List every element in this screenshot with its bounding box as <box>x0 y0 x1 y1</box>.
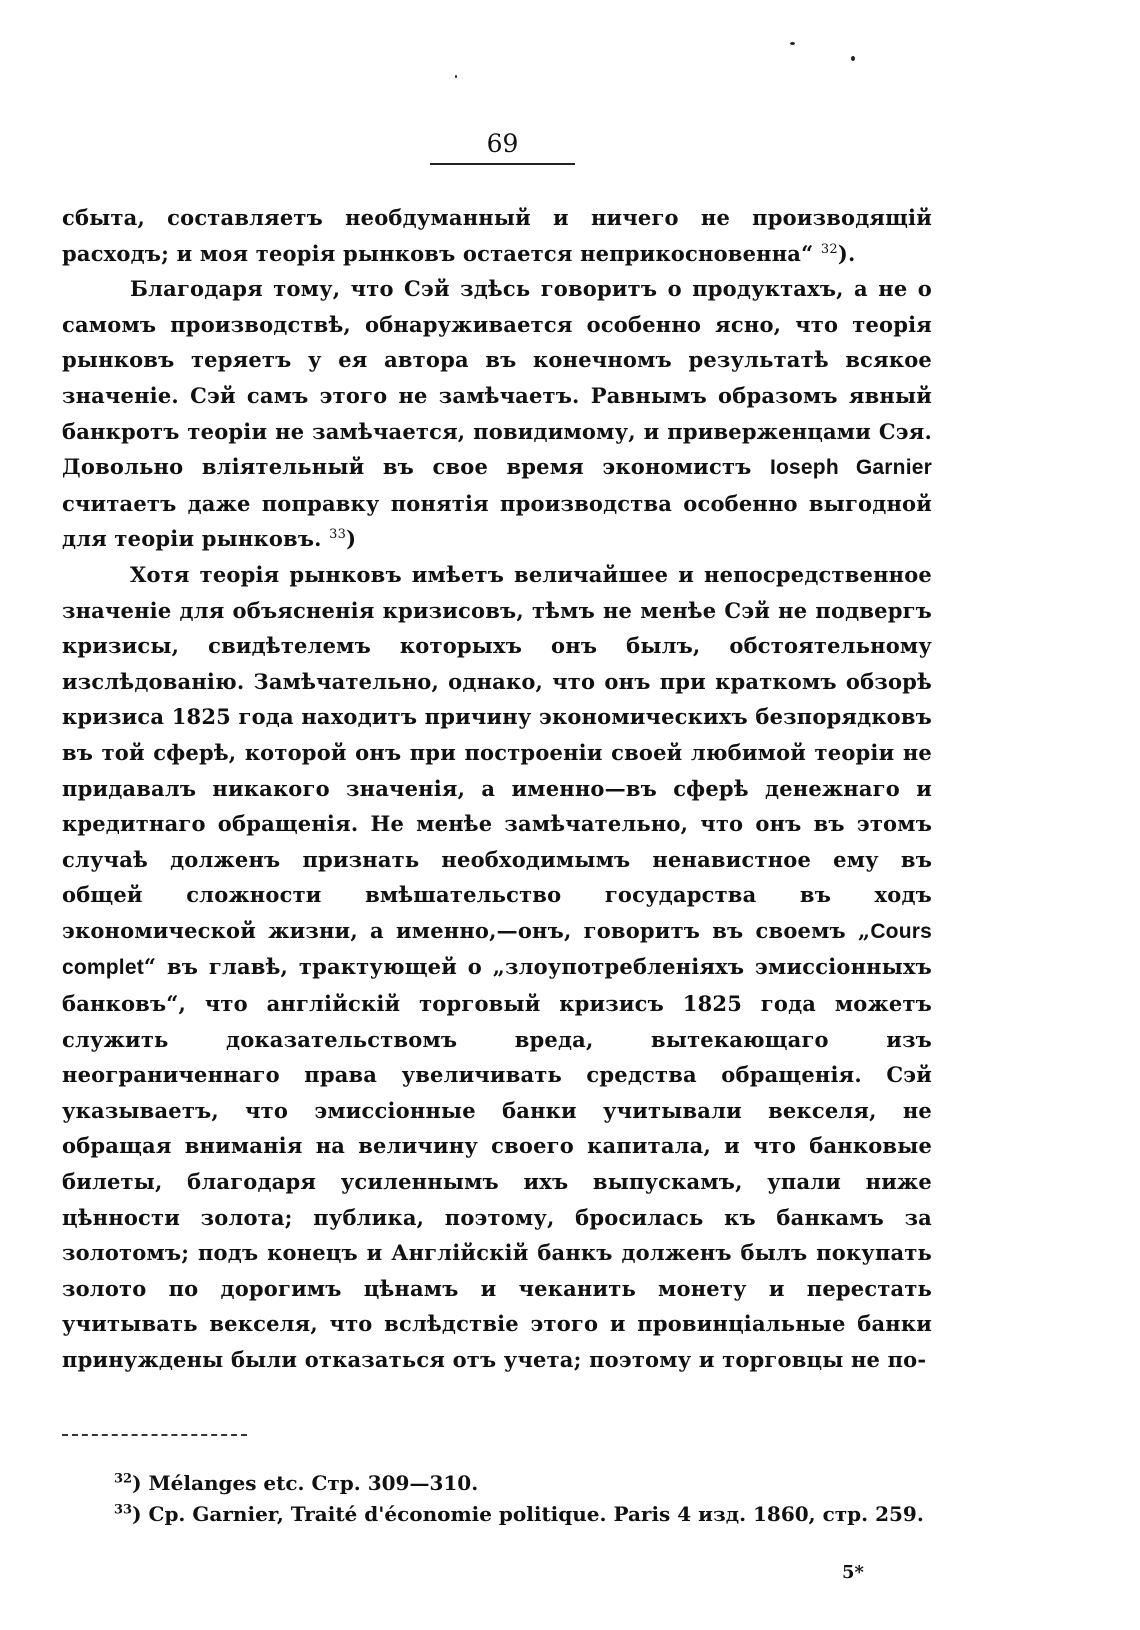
footnote-text: ) Mélanges etc. Стр. 309—310. <box>132 1471 479 1495</box>
footnote-text: ) Cp. Garnier, Traité d'économie politique. Paris 4 изд. 1860, стр. 259. <box>132 1502 924 1526</box>
print-speck <box>790 42 795 45</box>
paragraph-3 <box>62 557 932 1378</box>
footnote-separator <box>62 1434 247 1436</box>
paragraph-2 <box>62 271 932 557</box>
paragraph-1-text: сбыта, составляетъ необдуманный и ничего не производящій расходъ; и моя теорія рынковъ остается неприкосновенна“ <box>62 205 932 266</box>
paragraph-2-end: ) <box>346 526 357 552</box>
paragraph-1 <box>62 200 932 271</box>
print-speck <box>455 75 457 78</box>
page-number-rule <box>430 163 575 165</box>
work-title: Cours complet <box>62 919 932 980</box>
page-number: 69 <box>486 129 519 158</box>
footnote-marker: 32 <box>114 1471 133 1487</box>
print-speck <box>851 56 855 61</box>
footnote-ref-33[interactable]: 33 <box>329 527 347 543</box>
paragraph-3-text-a: Хотя теорія рынковъ имѣетъ величайшее и непосредственное значеніе для объясненія кризисовъ, тѣмъ не менѣе Сэй не подвергъ кризисы, свидѣтелемъ которыхъ онъ былъ, обстоятельному изслѣдованію. Замѣчательно, однако, что онъ при краткомъ обзорѣ кризиса 1825 года находитъ причину экономическихъ безпорядковъ въ той сферѣ, которой онъ при построеніи своей любимой теоріи не придавалъ никакого значенія, а именно—въ сферѣ денежнаго и кредитнаго обращенія. Не менѣе замѣчательно, что онъ въ этомъ случаѣ долженъ признать необходимымъ ненавистное ему въ общей сложности вмѣшательство государства въ ходъ экономической жизни, а именно,—онъ, говоритъ въ своемъ „ <box>62 561 932 943</box>
author-name: Ioseph Garnier <box>769 456 932 480</box>
footnote-32 <box>114 1468 934 1499</box>
paragraph-3-text-b: “ въ главѣ, трактующей о „злоупотребленіяхъ эмиссіонныхъ банковъ“, что англійскій торговый кризисъ 1825 года можетъ служить доказательствомъ вреда, вытекающаго изъ неограниченнаго права увеличивать средства обращенія. Сэй указываетъ, что эмиссіонные банки учитывали векселя, не обращая вниманія на величину своего капитала, и что банковые билеты, благодаря усиленнымъ ихъ выпускамъ, упали ниже цѣнности золота; публика, поэтому, бросилась къ банкамъ за золотомъ; подъ конецъ и Англійскій банкъ долженъ былъ покупать золото по дорогимъ цѣнамъ и чеканить монету и перестать учитывать векселя, что вслѣдствіе этого и провинціальные банки принуждены были отказаться отъ учета; поэтому и торговцы не по- <box>62 954 932 1372</box>
footnote-33 <box>114 1499 934 1530</box>
paragraph-2-text-a: Благодаря тому, что Сэй здѣсь говоритъ о продуктахъ, а не о самомъ производствѣ, обнаруживается особенно ясно, что теорія рынковъ теряетъ у ея автора въ конечномъ результатѣ всякое значеніе. Сэй самъ этого не замѣчаетъ. Равнымъ образомъ явный банкротъ теоріи не замѣчается, повидимому, и приверженцами Сэя. Довольно вліятельный въ свое время экономистъ <box>62 276 932 480</box>
footnote-marker: 33 <box>114 1502 133 1518</box>
footnote-ref-32[interactable]: 32 <box>820 241 838 257</box>
paragraph-2-text-b: считаетъ даже поправку понятія производства особенно выгодной для теоріи рынковъ. <box>62 490 932 552</box>
paragraph-1-end: ). <box>837 240 856 266</box>
footnotes <box>114 1468 934 1530</box>
body-text <box>62 200 932 1378</box>
signature-mark: 5* <box>842 1562 864 1583</box>
